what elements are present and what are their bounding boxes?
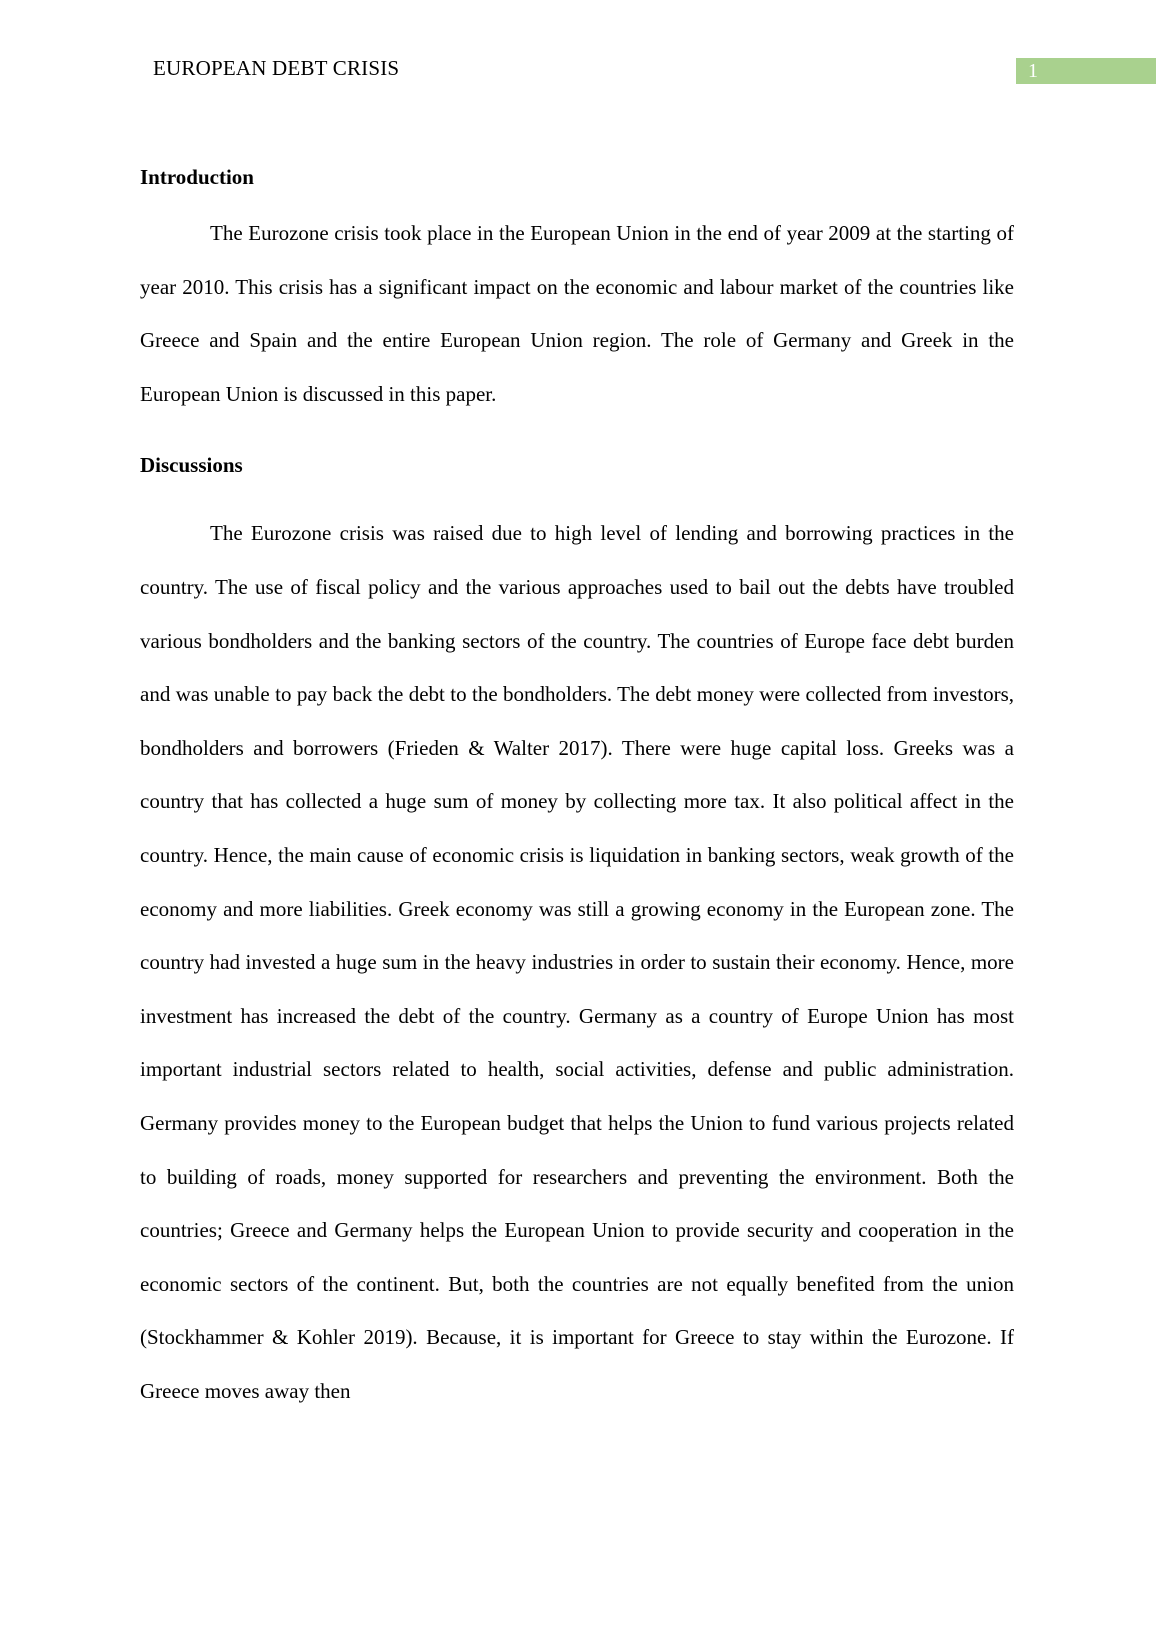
running-head: EUROPEAN DEBT CRISIS	[153, 56, 400, 80]
introduction-paragraph: The Eurozone crisis took place in the European Union in the end of year 2009 at the starting of year 2010. This crisis has a significant impact on the economic and labour market of the countries like Greece and Spain and the entire European Union region. The role of Germany and Greek in the European Union is discussed in this paper.	[140, 221, 1014, 406]
document-body	[140, 157, 1014, 1418]
discussions-paragraph: The Eurozone crisis was raised due to high level of lending and borrowing practices in the country. The use of fiscal policy and the various approaches used to bail out the debts have troubled various bondholders and the banking sectors of the country. The countries of Europe face debt burden and was unable to pay back the debt to the bondholders. The debt money were collected from investors, bondholders and borrowers (Frieden & Walter 2017). There were huge capital loss. Greeks was a country that has collected a huge sum of money by collecting more tax. It also political affect in the country. Hence, the main cause of economic crisis is liquidation in banking sectors, weak growth of the economy and more liabilities. Greek economy was still a growing economy in the European zone. The country had invested a huge sum in the heavy industries in order to sustain their economy. Hence, more investment has increased the debt of the country. Germany as a country of Europe Union has most important industrial sectors related to health, social activities, defense and public administration. Germany provides money to the European budget that helps the Union to fund various projects related to building of roads, money supported for researchers and preventing the environment. Both the countries; Greece and Germany helps the European Union to provide security and cooperation in the economic sectors of the continent. But, both the countries are not equally benefited from the union (Stockhammer & Kohler 2019). Because, it is important for Greece to stay within the Eurozone. If Greece moves away then	[140, 521, 1014, 1403]
discussions-heading: Discussions	[140, 453, 243, 478]
page-number: 1	[1016, 58, 1156, 84]
introduction-heading: Introduction	[140, 165, 254, 189]
